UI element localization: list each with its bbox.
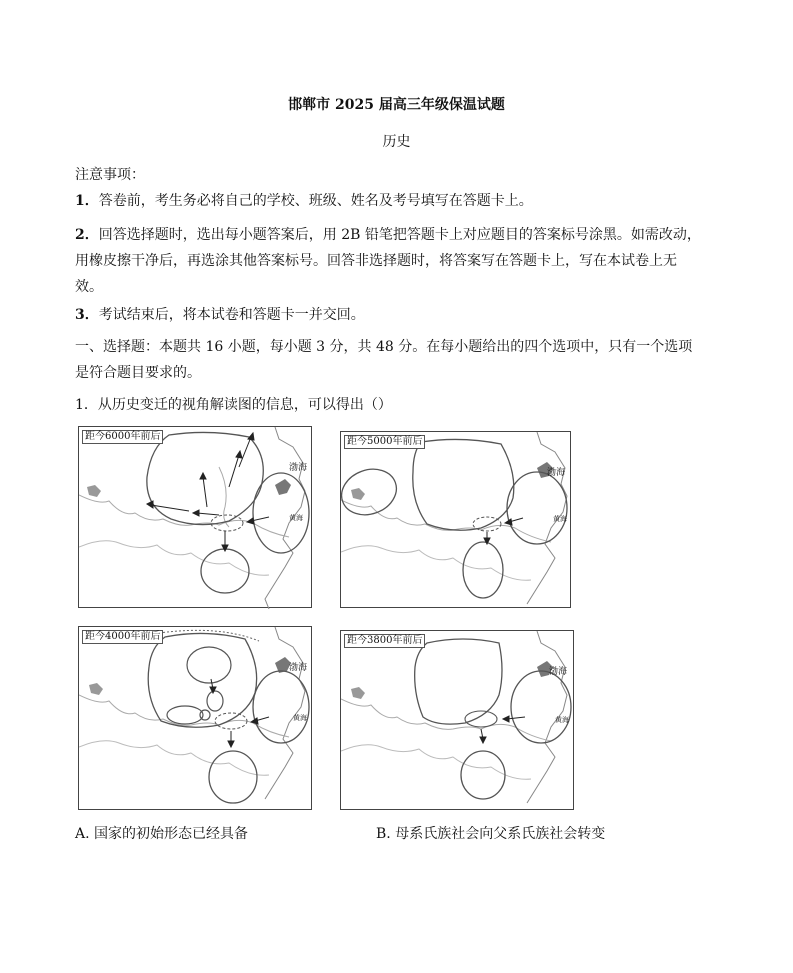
map-4000-drawing: [79, 627, 313, 811]
sea-label-huanghai: 黄海: [289, 514, 303, 522]
exam-subject: 历史: [382, 134, 411, 150]
map-6000-label: 距今6000年前后: [82, 430, 163, 444]
notice-item-2: [75, 226, 701, 244]
notice-item-number: 1．: [75, 193, 99, 209]
map-5000-drawing: [341, 432, 572, 609]
question-1-stem: 1．从历史变迁的视角解读图的信息，可以得出（）: [75, 397, 392, 413]
map-6000-drawing: [79, 427, 313, 609]
sea-label-huanghai: 黄海: [553, 515, 567, 523]
section-heading-line1: 一、选择题：本题共 16 小题，每小题 3 分，共 48 分。在每小题给出的四个选项中，只有一个选项: [75, 339, 693, 355]
notice-item-text: 考试结束后，将本试卷和答题卡一并交回。: [98, 307, 365, 323]
notice-item-number: 2．: [75, 227, 99, 243]
sea-label-huanghai: 黄海: [555, 716, 569, 724]
option-a: A. 国家的初始形态已经具备: [75, 826, 249, 842]
exam-title: 邯郸市 2025 届高三年级保温试题: [288, 97, 505, 113]
notice-item-2-line2: 用橡皮擦干净后，再选涂其他答案标号。回答非选择题时，将答案写在答题卡上，写在本试卷上无: [75, 253, 677, 269]
map-3800-label: 距今3800年前后: [344, 634, 425, 648]
notice-heading: 注意事项：: [75, 167, 145, 183]
sea-label-bohai: 渤海: [549, 667, 568, 677]
notice-item-number: 3．: [75, 307, 99, 323]
map-5000-label: 距今5000年前后: [344, 435, 425, 449]
sea-label-huanghai: 黄海: [293, 714, 307, 722]
map-4000-years: [78, 626, 312, 810]
notice-item-3: [75, 306, 365, 324]
notice-item-2-line3: 效。: [75, 279, 103, 295]
option-b: B. 母系氏族社会向父系氏族社会转变: [376, 826, 606, 842]
map-4000-label: 距今4000年前后: [82, 630, 163, 644]
section-heading-line2: 是符合题目要求的。: [75, 365, 201, 381]
sea-label-bohai: 渤海: [547, 468, 566, 478]
map-5000-years: [340, 431, 571, 608]
map-3800-years: [340, 630, 574, 810]
sea-label-bohai: 渤海: [289, 463, 308, 473]
notice-item-1: [75, 192, 533, 210]
notice-item-text: 回答选择题时，选出每小题答案后，用 2B 铅笔把答题卡上对应题目的答案标号涂黑。如需改动，: [98, 227, 701, 243]
map-3800-drawing: [341, 631, 575, 811]
map-6000-years: [78, 426, 312, 608]
notice-item-text: 答卷前，考生务必将自己的学校、班级、姓名及考号填写在答题卡上。: [98, 193, 533, 209]
sea-label-bohai: 渤海: [289, 663, 308, 673]
